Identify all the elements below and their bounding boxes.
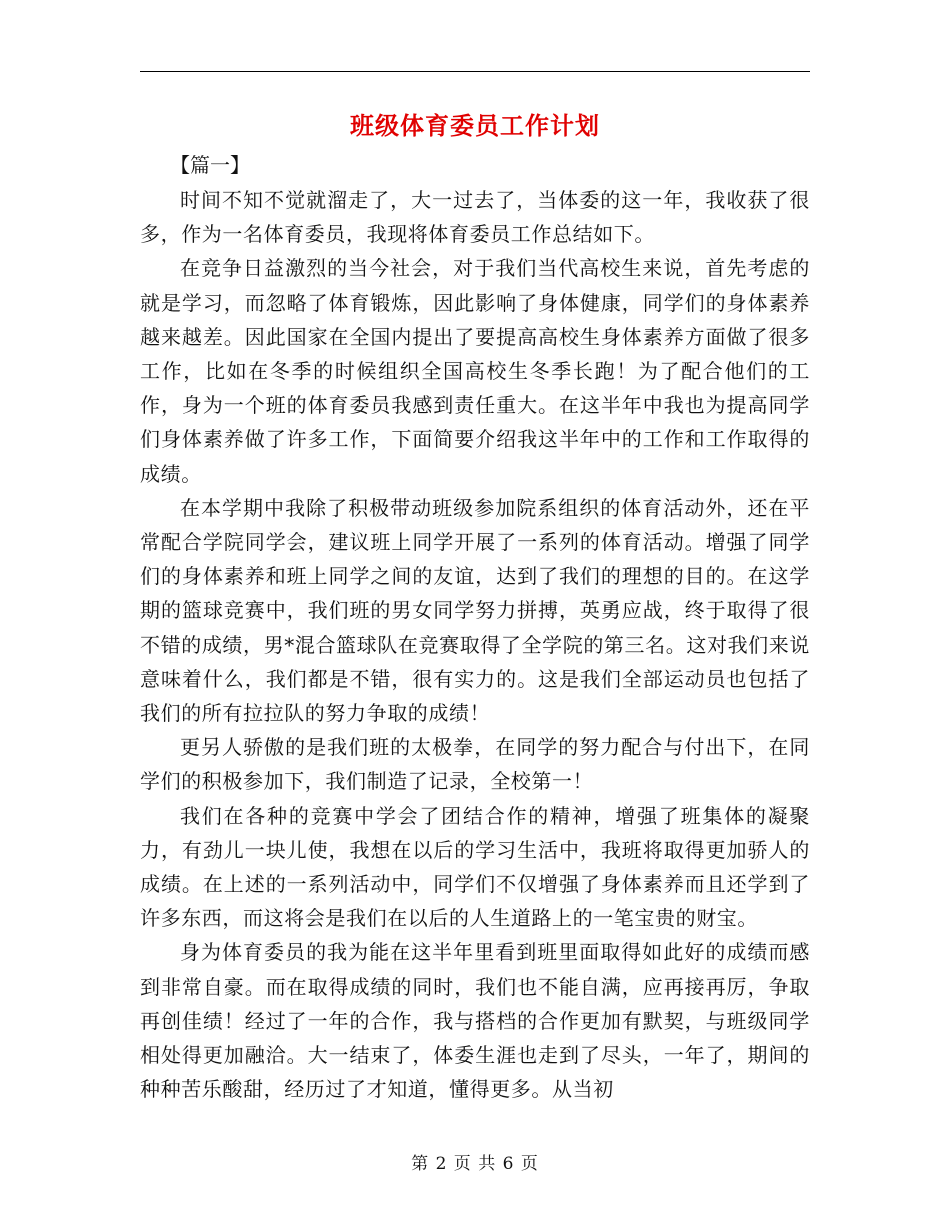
section-label: 【篇一】	[170, 153, 250, 177]
paragraph-3: 在本学期中我除了积极带动班级参加院系组织的体育活动外，还在平常配合学院同学会，建议班上同学开展了一系列的体育活动。增强了同学们的身体素养和班上同学之间的友谊，达到了我们的理想的目的。在这学期的篮球竞赛中，我们班的男女同学努力拼搏，英勇应战，终于取得了很不错的成绩，男*混合篮球队在竞赛取得了全学院的第三名。这对我们来说意味着什么，我们都是不错，很有实力的。这是我们全部运动员也包括了我们的所有拉拉队的努力争取的成绩！	[140, 495, 810, 726]
paragraph-4: 更另人骄傲的是我们班的太极拳，在同学的努力配合与付出下，在同学们的积极参加下，我们制造了记录，全校第一！	[140, 735, 810, 794]
paragraph-5: 我们在各种的竞赛中学会了团结合作的精神，增强了班集体的凝聚力，有劲儿一块儿使，我想在以后的学习生活中，我班将取得更加骄人的成绩。在上述的一系列活动中，同学们不仅增强了身体素养而且还学到了许多东西，而这将会是我们在以后的人生道路上的一笔宝贵的财宝。	[140, 803, 810, 931]
paragraph-6: 身为体育委员的我为能在这半年里看到班里面取得如此好的成绩而感到非常自豪。而在取得成绩的同时，我们也不能自满，应再接再厉，争取再创佳绩！经过了一年的合作，我与搭档的合作更加有默契，与班级同学相处得更加融洽。大一结束了，体委生涯也走到了尽头，一年了，期间的种种苦乐酸甜，经历过了才知道，懂得更多。从当初	[140, 940, 810, 1102]
paragraph-2: 在竞争日益激烈的当今社会，对于我们当代高校生来说，首先考虑的就是学习，而忽略了体育锻炼，因此影响了身体健康，同学们的身体素养越来越差。因此国家在全国内提出了要提高高校生身体素养方面做了很多工作，比如在冬季的时候组织全国高校生冬季长跑！为了配合他们的工作，身为一个班的体育委员我感到责任重大。在这半年中我也为提高同学们身体素养做了许多工作，下面简要介绍我这半年中的工作和工作取得的成绩。	[140, 256, 810, 486]
header-rule	[140, 71, 810, 72]
page-number: 第 2 页 共 6 页	[411, 1154, 539, 1174]
document-body	[140, 183, 810, 1106]
document-title: 班级体育委员工作计划	[350, 111, 600, 140]
paragraph-1: 时间不知不觉就溜走了，大一过去了，当体委的这一年，我收获了很多，作为一名体育委员，我现将体育委员工作总结如下。	[140, 188, 810, 247]
